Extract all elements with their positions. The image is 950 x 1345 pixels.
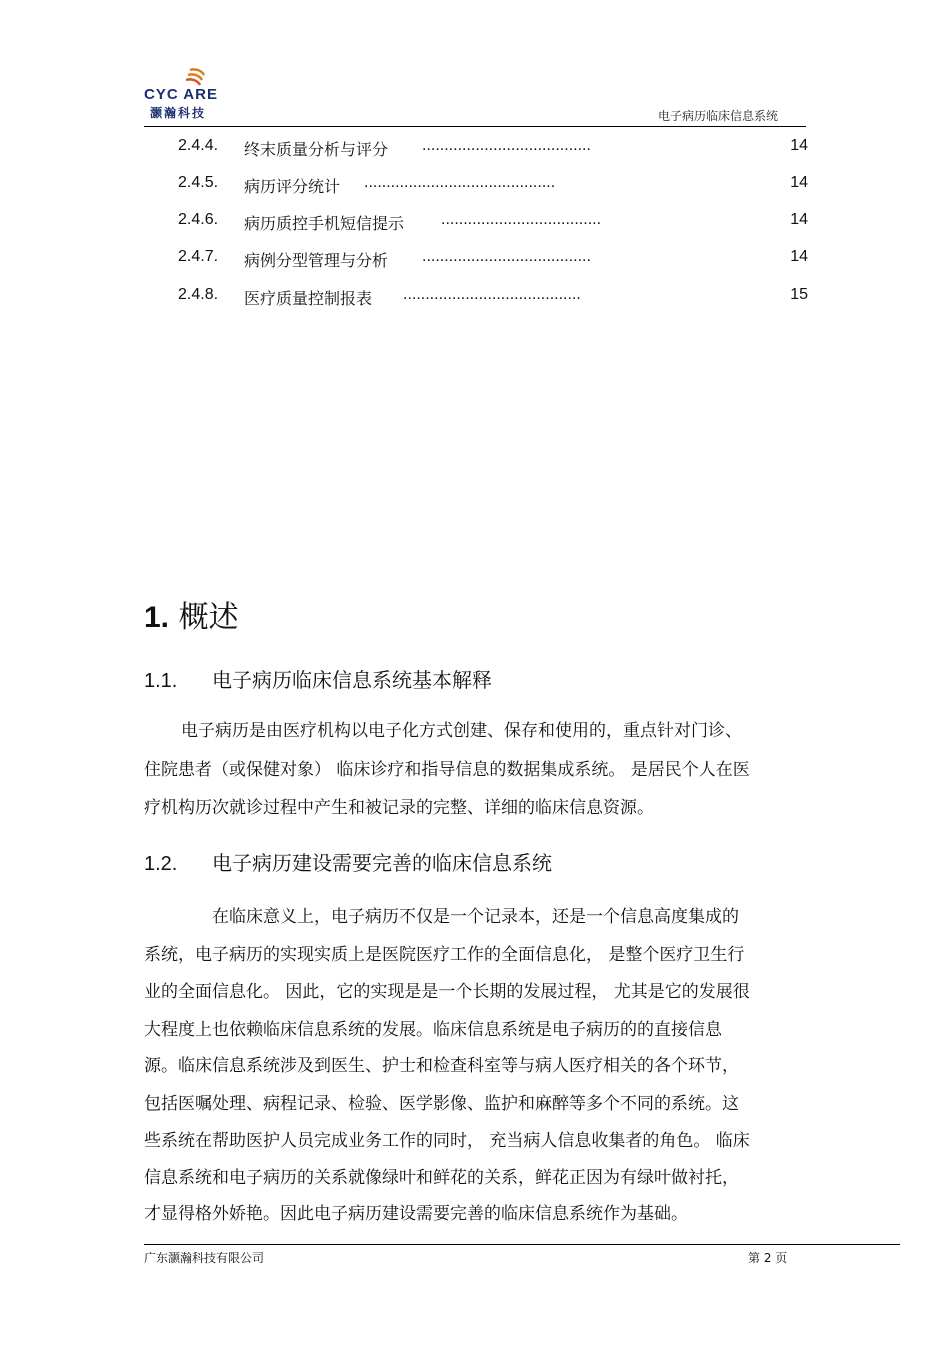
toc-leader-dots: ........................................: [403, 286, 581, 303]
subsection-title: 电子病历建设需要完善的临床信息系统: [212, 851, 552, 875]
section-number: 1.: [144, 601, 170, 634]
logo-latin-text: CYC ARE: [144, 86, 218, 103]
toc-page-number: 14: [790, 248, 808, 265]
toc-title: 病历评分统计: [244, 177, 341, 196]
toc-number: 2.4.5.: [178, 174, 219, 191]
toc-leader-dots: ......................................: [422, 137, 591, 154]
toc-page-number: 14: [790, 211, 808, 228]
toc-page-number: 14: [790, 137, 808, 154]
toc-title: 终末质量分析与评分: [244, 140, 389, 159]
toc-number: 2.4.4.: [178, 137, 219, 154]
toc-page-number: 15: [790, 286, 808, 303]
toc-title: 病历质控手机短信提示: [244, 214, 405, 233]
toc-leader-dots: ......................................: [422, 248, 591, 265]
logo-chinese-text: 灏瀚科技: [150, 106, 207, 120]
subsection-number: 1.2.: [144, 853, 178, 875]
subsection-heading: [144, 847, 552, 876]
section-heading: [144, 592, 239, 636]
paragraph-line: 包括医嘱处理、病程记录、检验、医学影像、监护和麻醉等多个不同的系统。这: [144, 1094, 739, 1114]
header-title: 电子病历临床信息系统: [658, 109, 779, 123]
toc-entry[interactable]: [178, 174, 808, 196]
paragraph-line: 电子病历是由医疗机构以电子化方式创建、保存和使用的，重点针对门诊、: [181, 721, 742, 741]
footer-divider: [144, 1244, 900, 1245]
subsection-title: 电子病历临床信息系统基本解释: [212, 668, 492, 692]
toc-entry[interactable]: [178, 286, 808, 308]
paragraph-line: 信息系统和电子病历的关系就像绿叶和鲜花的关系，鲜花正因为有绿叶做衬托，: [144, 1168, 739, 1188]
header-divider: [144, 126, 806, 127]
subsection-number: 1.1.: [144, 670, 178, 692]
toc-leader-dots: ...........................................: [364, 174, 556, 191]
paragraph-line: 疗机构历次就诊过程中产生和被记录的完整、详细的临床信息资源。: [144, 798, 654, 818]
toc-number: 2.4.7.: [178, 248, 219, 265]
toc-entry[interactable]: [178, 248, 808, 270]
footer-company: 广东灏瀚科技有限公司: [144, 1251, 265, 1265]
paragraph-line: 系统，电子病历的实现实质上是医院医疗工作的全面信息化， 是整个医疗卫生行: [144, 945, 745, 965]
toc-entry[interactable]: [178, 137, 808, 159]
toc-entry[interactable]: [178, 211, 808, 233]
toc-title: 病例分型管理与分析: [244, 251, 389, 270]
paragraph-line: 业的全面信息化。 因此，它的实现是是一个长期的发展过程， 尤其是它的发展很: [144, 982, 750, 1002]
paragraph-line: 住院患者（或保健对象） 临床诊疗和指导信息的数据集成系统。 是居民个人在医: [144, 760, 750, 780]
toc-number: 2.4.8.: [178, 286, 219, 303]
toc-title: 医疗质量控制报表: [244, 289, 373, 308]
section-title: 概述: [178, 600, 239, 635]
toc-leader-dots: ....................................: [441, 211, 602, 228]
footer-page-number: 第 2 页: [748, 1251, 788, 1265]
paragraph-line: 在临床意义上，电子病历不仅是一个记录本，还是一个信息高度集成的: [212, 907, 739, 927]
paragraph-line: 大程度上也依赖临床信息系统的发展。临床信息系统是电子病历的的直接信息: [144, 1020, 722, 1040]
paragraph-line: 些系统在帮助医护人员完成业务工作的同时， 充当病人信息收集者的角色。 临床: [144, 1131, 750, 1151]
toc-number: 2.4.6.: [178, 211, 219, 228]
paragraph-line: 才显得格外娇艳。因此电子病历建设需要完善的临床信息系统作为基础。: [144, 1204, 688, 1224]
subsection-heading: [144, 664, 492, 693]
toc-page-number: 14: [790, 174, 808, 191]
paragraph-line: 源。临床信息系统涉及到医生、护士和检查科室等与病人医疗相关的各个环节，: [144, 1056, 739, 1076]
